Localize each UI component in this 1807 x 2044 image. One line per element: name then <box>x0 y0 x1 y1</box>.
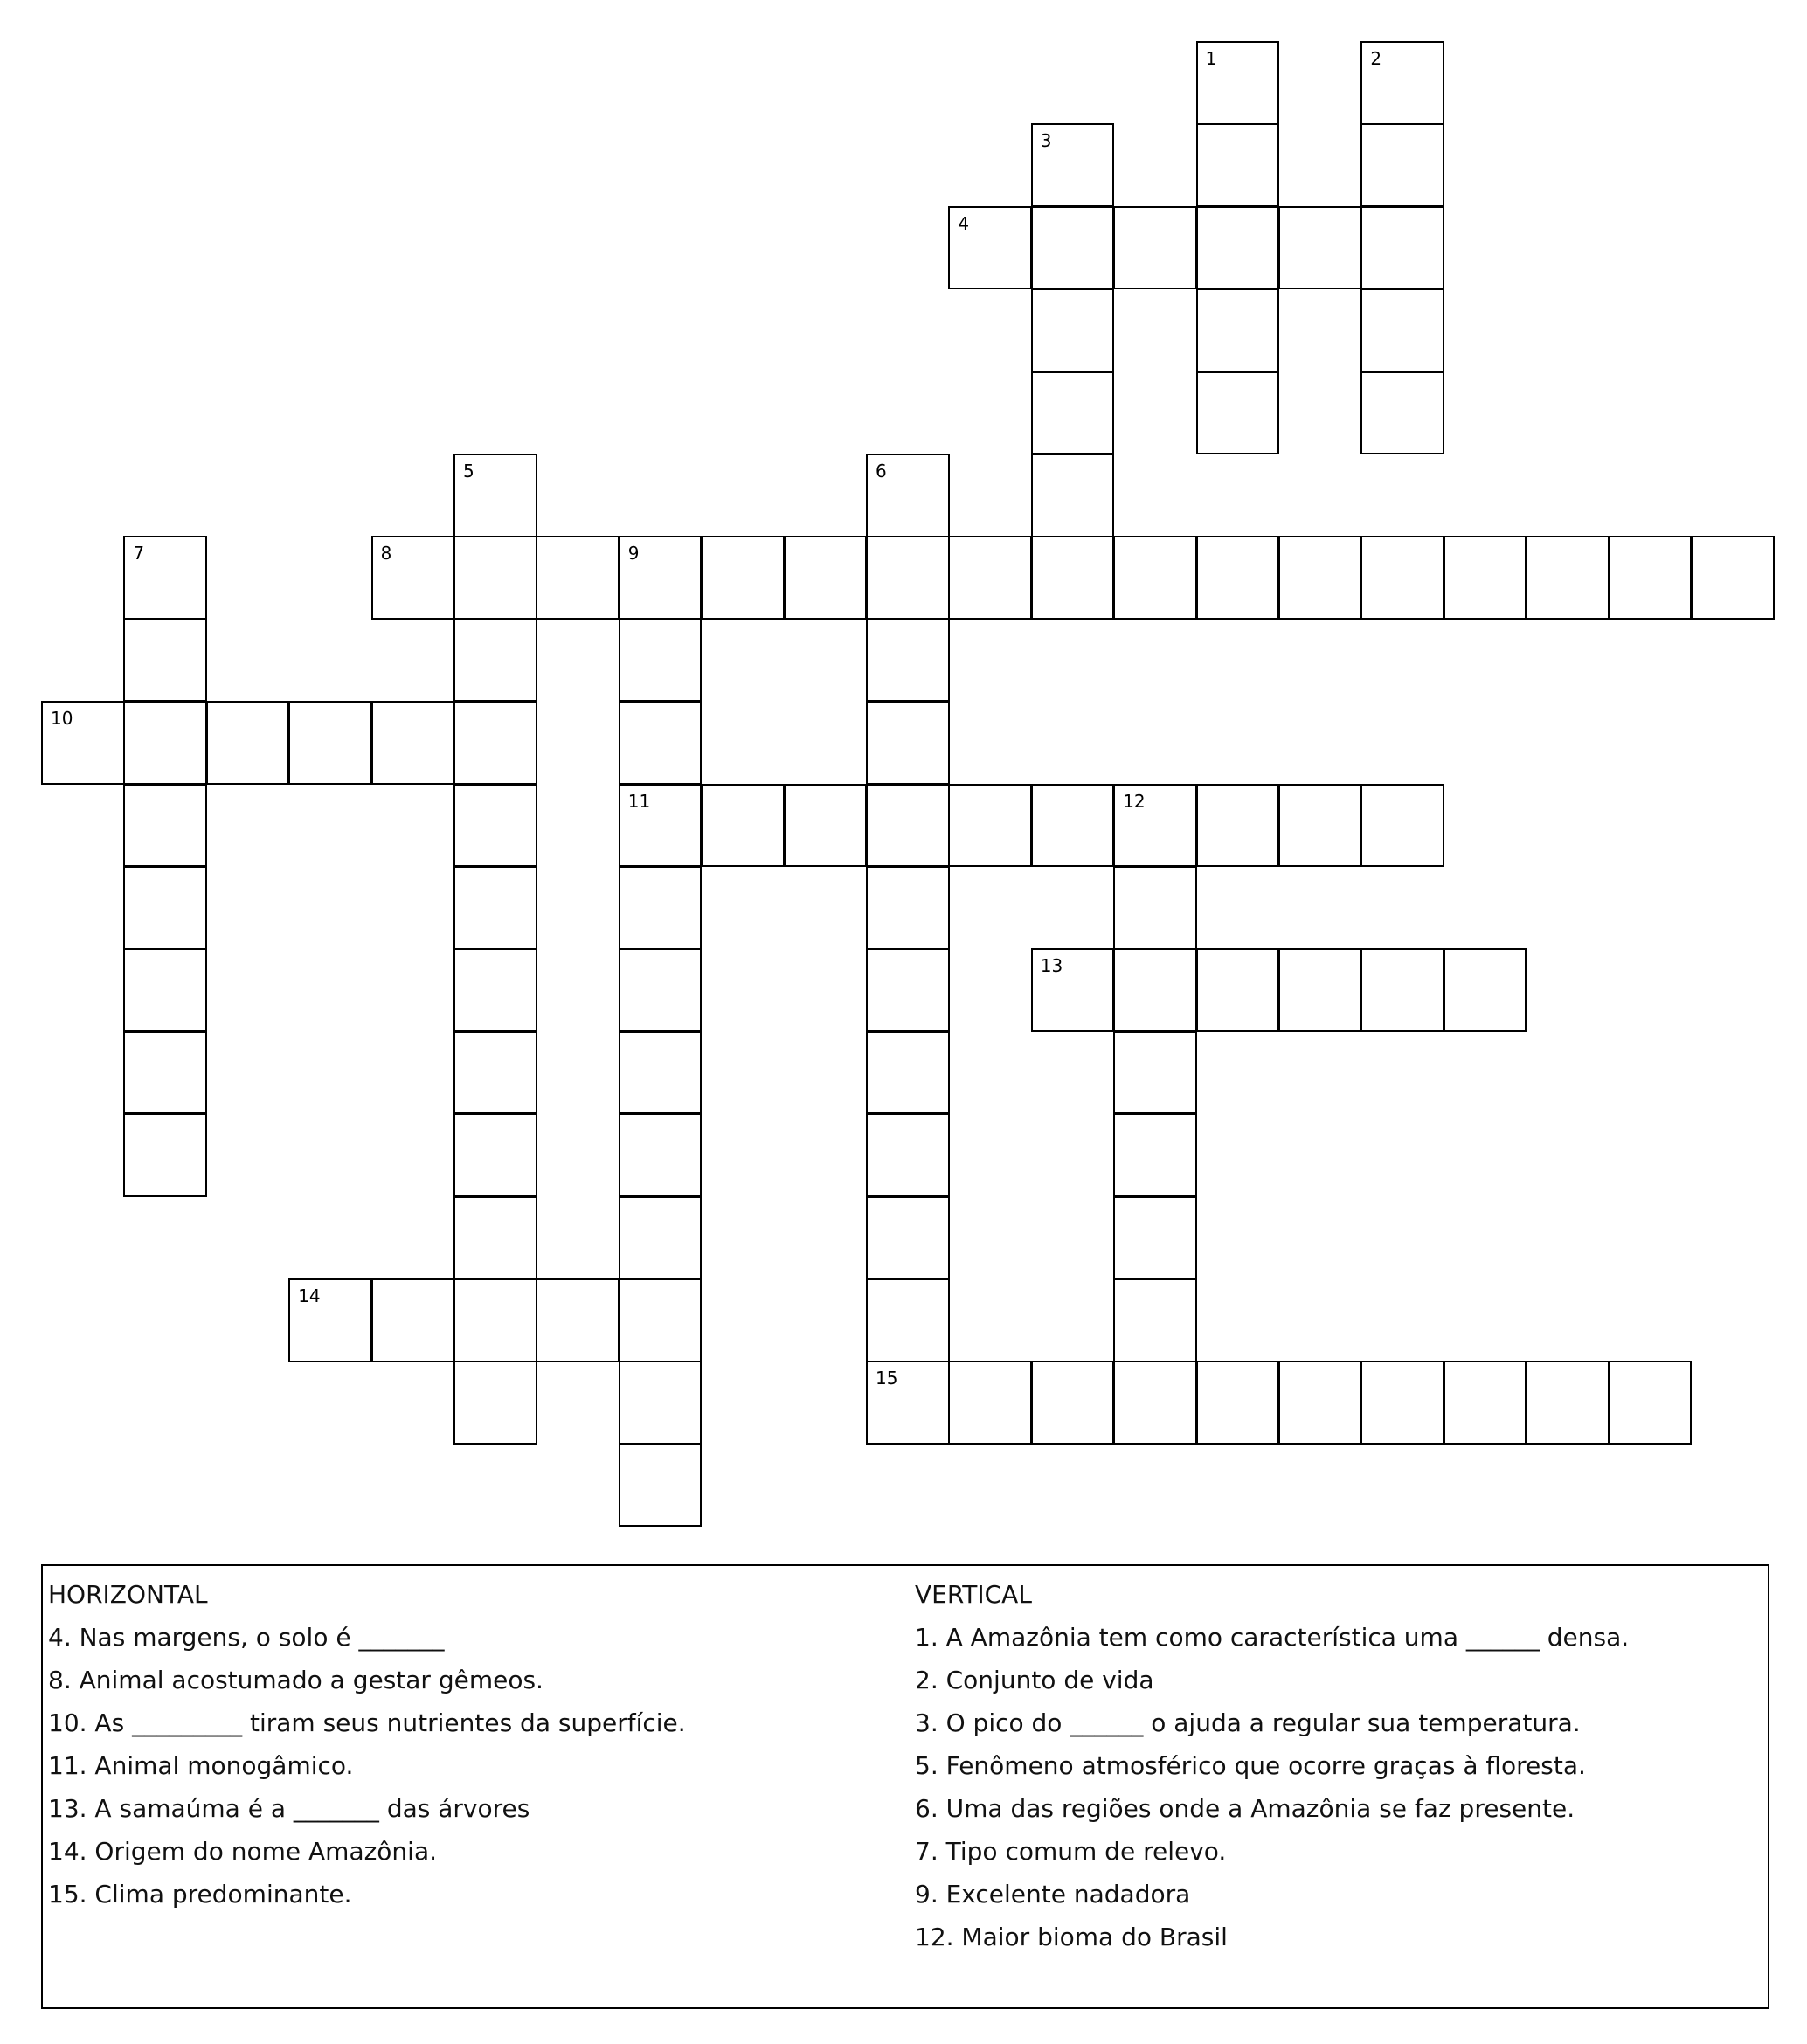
grid-cell[interactable] <box>1113 1361 1197 1445</box>
grid-cell[interactable] <box>288 1278 372 1362</box>
clue-vertical-6: 6. Uma das regiões onde a Amazônia se faz presente. <box>915 1794 1575 1823</box>
grid-cell[interactable] <box>619 701 703 785</box>
clue-number: 11 <box>627 790 651 812</box>
grid-cell[interactable] <box>1360 206 1444 290</box>
grid-cell[interactable] <box>1278 1361 1362 1445</box>
clue-vertical-2: 2. Conjunto de vida <box>915 1666 1154 1694</box>
grid-cell[interactable] <box>1113 1113 1197 1197</box>
clue-vertical-7: 7. Tipo comum de relevo. <box>915 1837 1227 1866</box>
grid-cell[interactable] <box>701 536 785 620</box>
grid-cell[interactable] <box>453 619 537 703</box>
grid-cell[interactable] <box>453 536 537 620</box>
grid-cell[interactable] <box>123 866 207 950</box>
clue-number: 5 <box>463 461 474 482</box>
grid-cell[interactable] <box>1278 206 1362 290</box>
grid-cell[interactable] <box>1196 784 1280 868</box>
clue-vertical-1: 1. A Amazônia tem como característica uma ______ densa. <box>915 1623 1630 1652</box>
grid-cell[interactable] <box>1609 536 1693 620</box>
grid-cell[interactable] <box>866 1196 950 1280</box>
grid-cell[interactable] <box>453 1113 537 1197</box>
grid-cell[interactable] <box>1031 371 1115 455</box>
clue-number: 9 <box>627 543 640 565</box>
clue-number: 2 <box>1370 48 1382 69</box>
grid-cell[interactable] <box>453 454 537 537</box>
grid-cell[interactable] <box>453 1196 537 1280</box>
clue-horizontal-13: 13. A samaúma é a _______ das árvores <box>48 1794 530 1823</box>
grid-cell[interactable] <box>1609 1361 1693 1445</box>
grid-cell[interactable] <box>866 1113 950 1197</box>
grid-cell[interactable] <box>1113 1031 1197 1115</box>
clue-number: 7 <box>133 543 145 565</box>
grid-cell[interactable] <box>866 1278 950 1362</box>
grid-cell[interactable] <box>123 619 207 703</box>
clue-number: 15 <box>876 1368 898 1389</box>
grid-cell[interactable] <box>1360 784 1444 868</box>
grid-cell[interactable] <box>1444 536 1527 620</box>
clue-horizontal-8: 8. Animal acostumado a gestar gêmeos. <box>48 1666 543 1694</box>
grid-cell[interactable] <box>453 701 537 785</box>
clue-number: 8 <box>380 543 392 565</box>
grid-cell[interactable] <box>1444 948 1527 1032</box>
grid-cell[interactable] <box>288 701 372 785</box>
clue-horizontal-15: 15. Clima predominante. <box>48 1880 352 1909</box>
grid-cell[interactable] <box>1196 1361 1280 1445</box>
grid-cell[interactable] <box>619 866 703 950</box>
horizontal-title: HORIZONTAL <box>48 1580 208 1609</box>
grid-cell[interactable] <box>948 784 1032 868</box>
grid-cell[interactable] <box>1113 784 1197 868</box>
grid-cell[interactable] <box>1196 123 1280 207</box>
clue-vertical-9: 9. Excelente nadadora <box>915 1880 1191 1909</box>
grid-cell[interactable] <box>1360 1361 1444 1445</box>
grid-cell[interactable] <box>1526 1361 1610 1445</box>
grid-cell[interactable] <box>1113 948 1197 1032</box>
vertical-title: VERTICAL <box>915 1580 1032 1609</box>
clue-number: 4 <box>958 212 970 234</box>
grid-cell[interactable] <box>619 948 703 1032</box>
grid-cell[interactable] <box>784 536 868 620</box>
grid-cell[interactable] <box>1031 1361 1115 1445</box>
grid-cell[interactable] <box>1278 948 1362 1032</box>
horizontal-clues <box>48 1566 904 1916</box>
grid-cell[interactable] <box>1360 123 1444 207</box>
grid-cell[interactable] <box>948 536 1032 620</box>
grid-cell[interactable] <box>123 948 207 1032</box>
grid-cell[interactable] <box>1196 41 1280 125</box>
grid-cell[interactable] <box>619 1444 703 1528</box>
grid-cell[interactable] <box>1278 784 1362 868</box>
grid-cell[interactable] <box>866 948 950 1032</box>
grid-cell[interactable] <box>1113 866 1197 950</box>
grid-cell[interactable] <box>866 536 950 620</box>
grid-cell[interactable] <box>1360 536 1444 620</box>
clue-number: 13 <box>1040 955 1063 977</box>
grid-cell[interactable] <box>453 1278 537 1362</box>
grid-cell[interactable] <box>1113 1278 1197 1362</box>
grid-cell[interactable] <box>453 1361 537 1445</box>
grid-cell[interactable] <box>866 866 950 950</box>
grid-cell[interactable] <box>1691 536 1775 620</box>
grid-cell[interactable] <box>371 1278 455 1362</box>
grid-cell[interactable] <box>866 1031 950 1115</box>
grid-cell[interactable] <box>536 536 620 620</box>
grid-cell[interactable] <box>123 536 207 620</box>
grid-cell[interactable] <box>866 701 950 785</box>
clue-number: 6 <box>876 461 887 482</box>
grid-cell[interactable] <box>453 948 537 1032</box>
grid-cell[interactable] <box>866 454 950 537</box>
grid-cell[interactable] <box>866 1361 950 1445</box>
grid-cell[interactable] <box>41 701 125 785</box>
grid-cell[interactable] <box>1196 948 1280 1032</box>
grid-cell[interactable] <box>1196 536 1280 620</box>
clue-vertical-12: 12. Maior bioma do Brasil <box>915 1923 1228 1951</box>
grid-cell[interactable] <box>1031 536 1115 620</box>
clues-box <box>41 1564 1769 2009</box>
vertical-clues <box>915 1566 1762 1958</box>
clue-vertical-3: 3. O pico do ______ o ajuda a regular sua temperatura. <box>915 1708 1581 1737</box>
grid-cell[interactable] <box>206 701 290 785</box>
clue-number: 10 <box>51 708 73 730</box>
grid-cell[interactable] <box>866 619 950 703</box>
grid-cell[interactable] <box>371 536 455 620</box>
clue-number: 3 <box>1040 130 1052 152</box>
clue-horizontal-4: 4. Nas margens, o solo é _______ <box>48 1623 445 1652</box>
grid-cell[interactable] <box>784 784 868 868</box>
grid-cell[interactable] <box>1360 288 1444 372</box>
grid-cell[interactable] <box>619 619 703 703</box>
grid-cell[interactable] <box>453 866 537 950</box>
clue-number: 12 <box>1123 790 1146 812</box>
grid-cell[interactable] <box>1196 371 1280 455</box>
clue-horizontal-11: 11. Animal monogâmico. <box>48 1751 354 1780</box>
grid-cell[interactable] <box>1031 784 1115 868</box>
grid-cell[interactable] <box>619 1113 703 1197</box>
grid-cell[interactable] <box>619 784 703 868</box>
grid-cell[interactable] <box>619 1031 703 1115</box>
grid-cell[interactable] <box>1031 288 1115 372</box>
grid-cell[interactable] <box>1031 123 1115 207</box>
grid-cell[interactable] <box>1113 1196 1197 1280</box>
grid-cell[interactable] <box>619 1361 703 1445</box>
grid-cell[interactable] <box>1031 454 1115 537</box>
clue-horizontal-10: 10. As _________ tiram seus nutrientes da superfície. <box>48 1708 686 1737</box>
grid-cell[interactable] <box>1444 1361 1527 1445</box>
grid-cell[interactable] <box>1196 206 1280 290</box>
grid-cell[interactable] <box>1031 948 1115 1032</box>
grid-cell[interactable] <box>453 1031 537 1115</box>
grid-cell[interactable] <box>123 1113 207 1197</box>
grid-cell[interactable] <box>1360 371 1444 455</box>
grid-cell[interactable] <box>123 784 207 868</box>
grid-cell[interactable] <box>1526 536 1610 620</box>
grid-cell[interactable] <box>1360 41 1444 125</box>
grid-cell[interactable] <box>701 784 785 868</box>
grid-cell[interactable] <box>619 1278 703 1362</box>
clue-horizontal-14: 14. Origem do nome Amazônia. <box>48 1837 438 1866</box>
clue-vertical-5: 5. Fenômeno atmosférico que ocorre graças à floresta. <box>915 1751 1586 1780</box>
grid-cell[interactable] <box>1196 288 1280 372</box>
grid-cell[interactable] <box>123 701 207 785</box>
grid-cell[interactable] <box>619 1196 703 1280</box>
grid-cell[interactable] <box>536 1278 620 1362</box>
grid-cell[interactable] <box>123 1031 207 1115</box>
grid-cell[interactable] <box>1360 948 1444 1032</box>
grid-cell[interactable] <box>453 784 537 868</box>
grid-cell[interactable] <box>1113 206 1197 290</box>
clue-number: 14 <box>298 1285 321 1306</box>
grid-cell[interactable] <box>1278 536 1362 620</box>
grid-cell[interactable] <box>1113 536 1197 620</box>
grid-cell[interactable] <box>866 784 950 868</box>
grid-cell[interactable] <box>948 1361 1032 1445</box>
grid-cell[interactable] <box>948 206 1032 290</box>
grid-cell[interactable] <box>619 536 703 620</box>
clue-number: 1 <box>1205 48 1217 69</box>
grid-cell[interactable] <box>1031 206 1115 290</box>
grid-cell[interactable] <box>371 701 455 785</box>
